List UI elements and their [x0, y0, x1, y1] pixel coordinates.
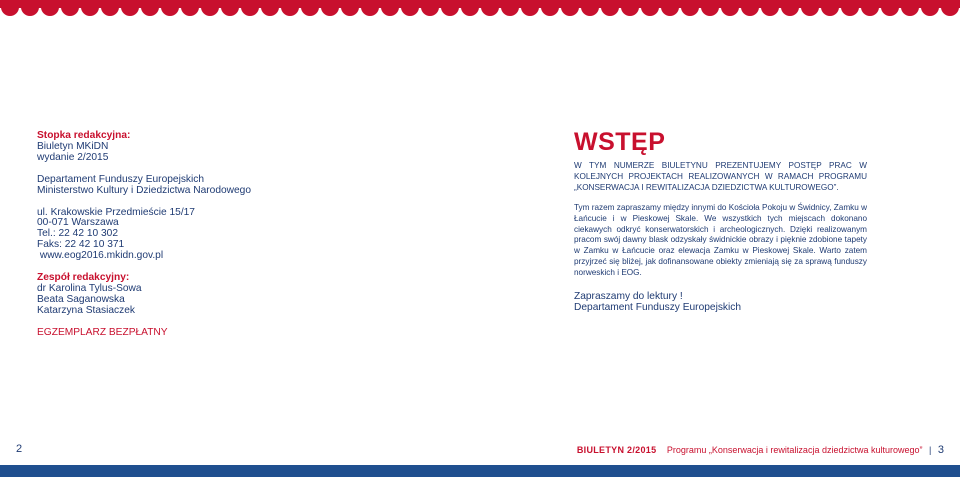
scallop	[641, 0, 659, 16]
scallop	[441, 0, 459, 16]
address-city: 00-071 Warszawa	[37, 217, 119, 229]
scallop	[61, 0, 79, 16]
colophon-org: Departament Funduszy Europejskich	[37, 173, 205, 185]
program-label: Programu „Konserwacja i rewitalizacja dziedzictwa kulturowego”	[666, 445, 923, 455]
scallop	[361, 0, 379, 16]
scallop	[781, 0, 799, 16]
footer-separator: |	[929, 445, 932, 455]
colophon-line: Biuletyn MKiDN	[37, 140, 109, 152]
scallop	[81, 0, 99, 16]
team-member: dr Karolina Tylus-Sowa	[37, 282, 142, 294]
scallop	[861, 0, 879, 16]
scallop	[741, 0, 759, 16]
scallop	[541, 0, 559, 16]
scallop	[161, 0, 179, 16]
scallop	[301, 0, 319, 16]
scallop	[921, 0, 939, 16]
scallop	[1, 0, 19, 16]
scallop	[401, 0, 419, 16]
scallop	[121, 0, 139, 16]
team-member: Katarzyna Stasiaczek	[37, 304, 135, 316]
intro-body: Tym razem zapraszamy między innymi do Kościoła Pokoju w Świdnicy, Zamku w Łańcucie i w Pieskowej Skale. We wszystkich tych miejscach dokonano ciekawych odkryć konserwatorskich i archeologicznych. Dzięki realizowanym pracom swój dawny blask odzyskały świdnickie obrazy i pięknie zdobione tapety w Zamku w Łańcucie oraz elewacja Zamku w Pieskowej Skale. Warto zatem przyjrzeć się bliżej, jak dofinansowane obiekty zmieniają się za sprawą funduszy norweskich i EOG.	[574, 203, 867, 277]
scallop	[821, 0, 839, 16]
introduction	[574, 129, 867, 314]
intro-lead: W TYM NUMERZE BIULETYNU PREZENTUJEMY POSTĘP PRAC W KOLEJNYCH PROJEKTACH REALIZOWANYCH W RAMACH PROGRAMU „KONSERWACJA I REWITALIZACJA DZIEDZICTWA KULTUROWEGO”.	[574, 161, 867, 192]
scallop	[881, 0, 899, 16]
scallop	[581, 0, 599, 16]
scallop	[201, 0, 219, 16]
scallop	[661, 0, 679, 16]
scallop	[621, 0, 639, 16]
scallop	[801, 0, 819, 16]
page-title: WSTĘP	[574, 128, 666, 156]
page-number-right: 3	[937, 444, 944, 456]
website-link[interactable]: www.eog2016.mkidn.gov.pl	[37, 250, 164, 262]
scallop	[321, 0, 339, 16]
team-heading: Zespół redakcyjny:	[37, 272, 130, 284]
scallop	[601, 0, 619, 16]
scallop	[941, 0, 959, 16]
fax: Faks: 22 42 10 371	[37, 239, 125, 251]
address-street: ul. Krakowskie Przedmieście 15/17	[37, 206, 195, 218]
scallop	[341, 0, 359, 16]
scallop	[901, 0, 919, 16]
page-number-left: 2	[16, 443, 23, 455]
closing-signature: Departament Funduszy Europejskich	[574, 302, 742, 314]
scallop	[181, 0, 199, 16]
scallop	[481, 0, 499, 16]
scallop	[41, 0, 59, 16]
scallop	[141, 0, 159, 16]
closing-invite: Zapraszamy do lektury !	[574, 290, 683, 302]
bulletin-label: BIULETYN 2/2015	[576, 445, 657, 455]
scalloped-top-border	[0, 0, 960, 18]
colophon-org: Ministerstwo Kultury i Dziedzictwa Narodowego	[37, 184, 252, 196]
scallop	[221, 0, 239, 16]
scallop	[721, 0, 739, 16]
team-member: Beata Saganowska	[37, 293, 125, 305]
scallop	[701, 0, 719, 16]
colophon-line: wydanie 2/2015	[37, 151, 109, 163]
colophon	[37, 131, 297, 339]
scallop	[101, 0, 119, 16]
bottom-bar	[0, 465, 960, 477]
scallop	[521, 0, 539, 16]
phone: Tel.: 22 42 10 302	[37, 228, 118, 240]
scallop	[461, 0, 479, 16]
scallop	[561, 0, 579, 16]
scallop	[761, 0, 779, 16]
scallop	[421, 0, 439, 16]
footer-right	[577, 444, 944, 456]
free-copy-label: EGZEMPLARZ BEZPŁATNY	[37, 326, 168, 338]
scallop	[241, 0, 259, 16]
colophon-heading: Stopka redakcyjna:	[37, 130, 131, 141]
scallop	[381, 0, 399, 16]
scallop	[841, 0, 859, 16]
scallop	[281, 0, 299, 16]
scallop	[21, 0, 39, 16]
scallop	[681, 0, 699, 16]
scallop	[261, 0, 279, 16]
scallop	[501, 0, 519, 16]
